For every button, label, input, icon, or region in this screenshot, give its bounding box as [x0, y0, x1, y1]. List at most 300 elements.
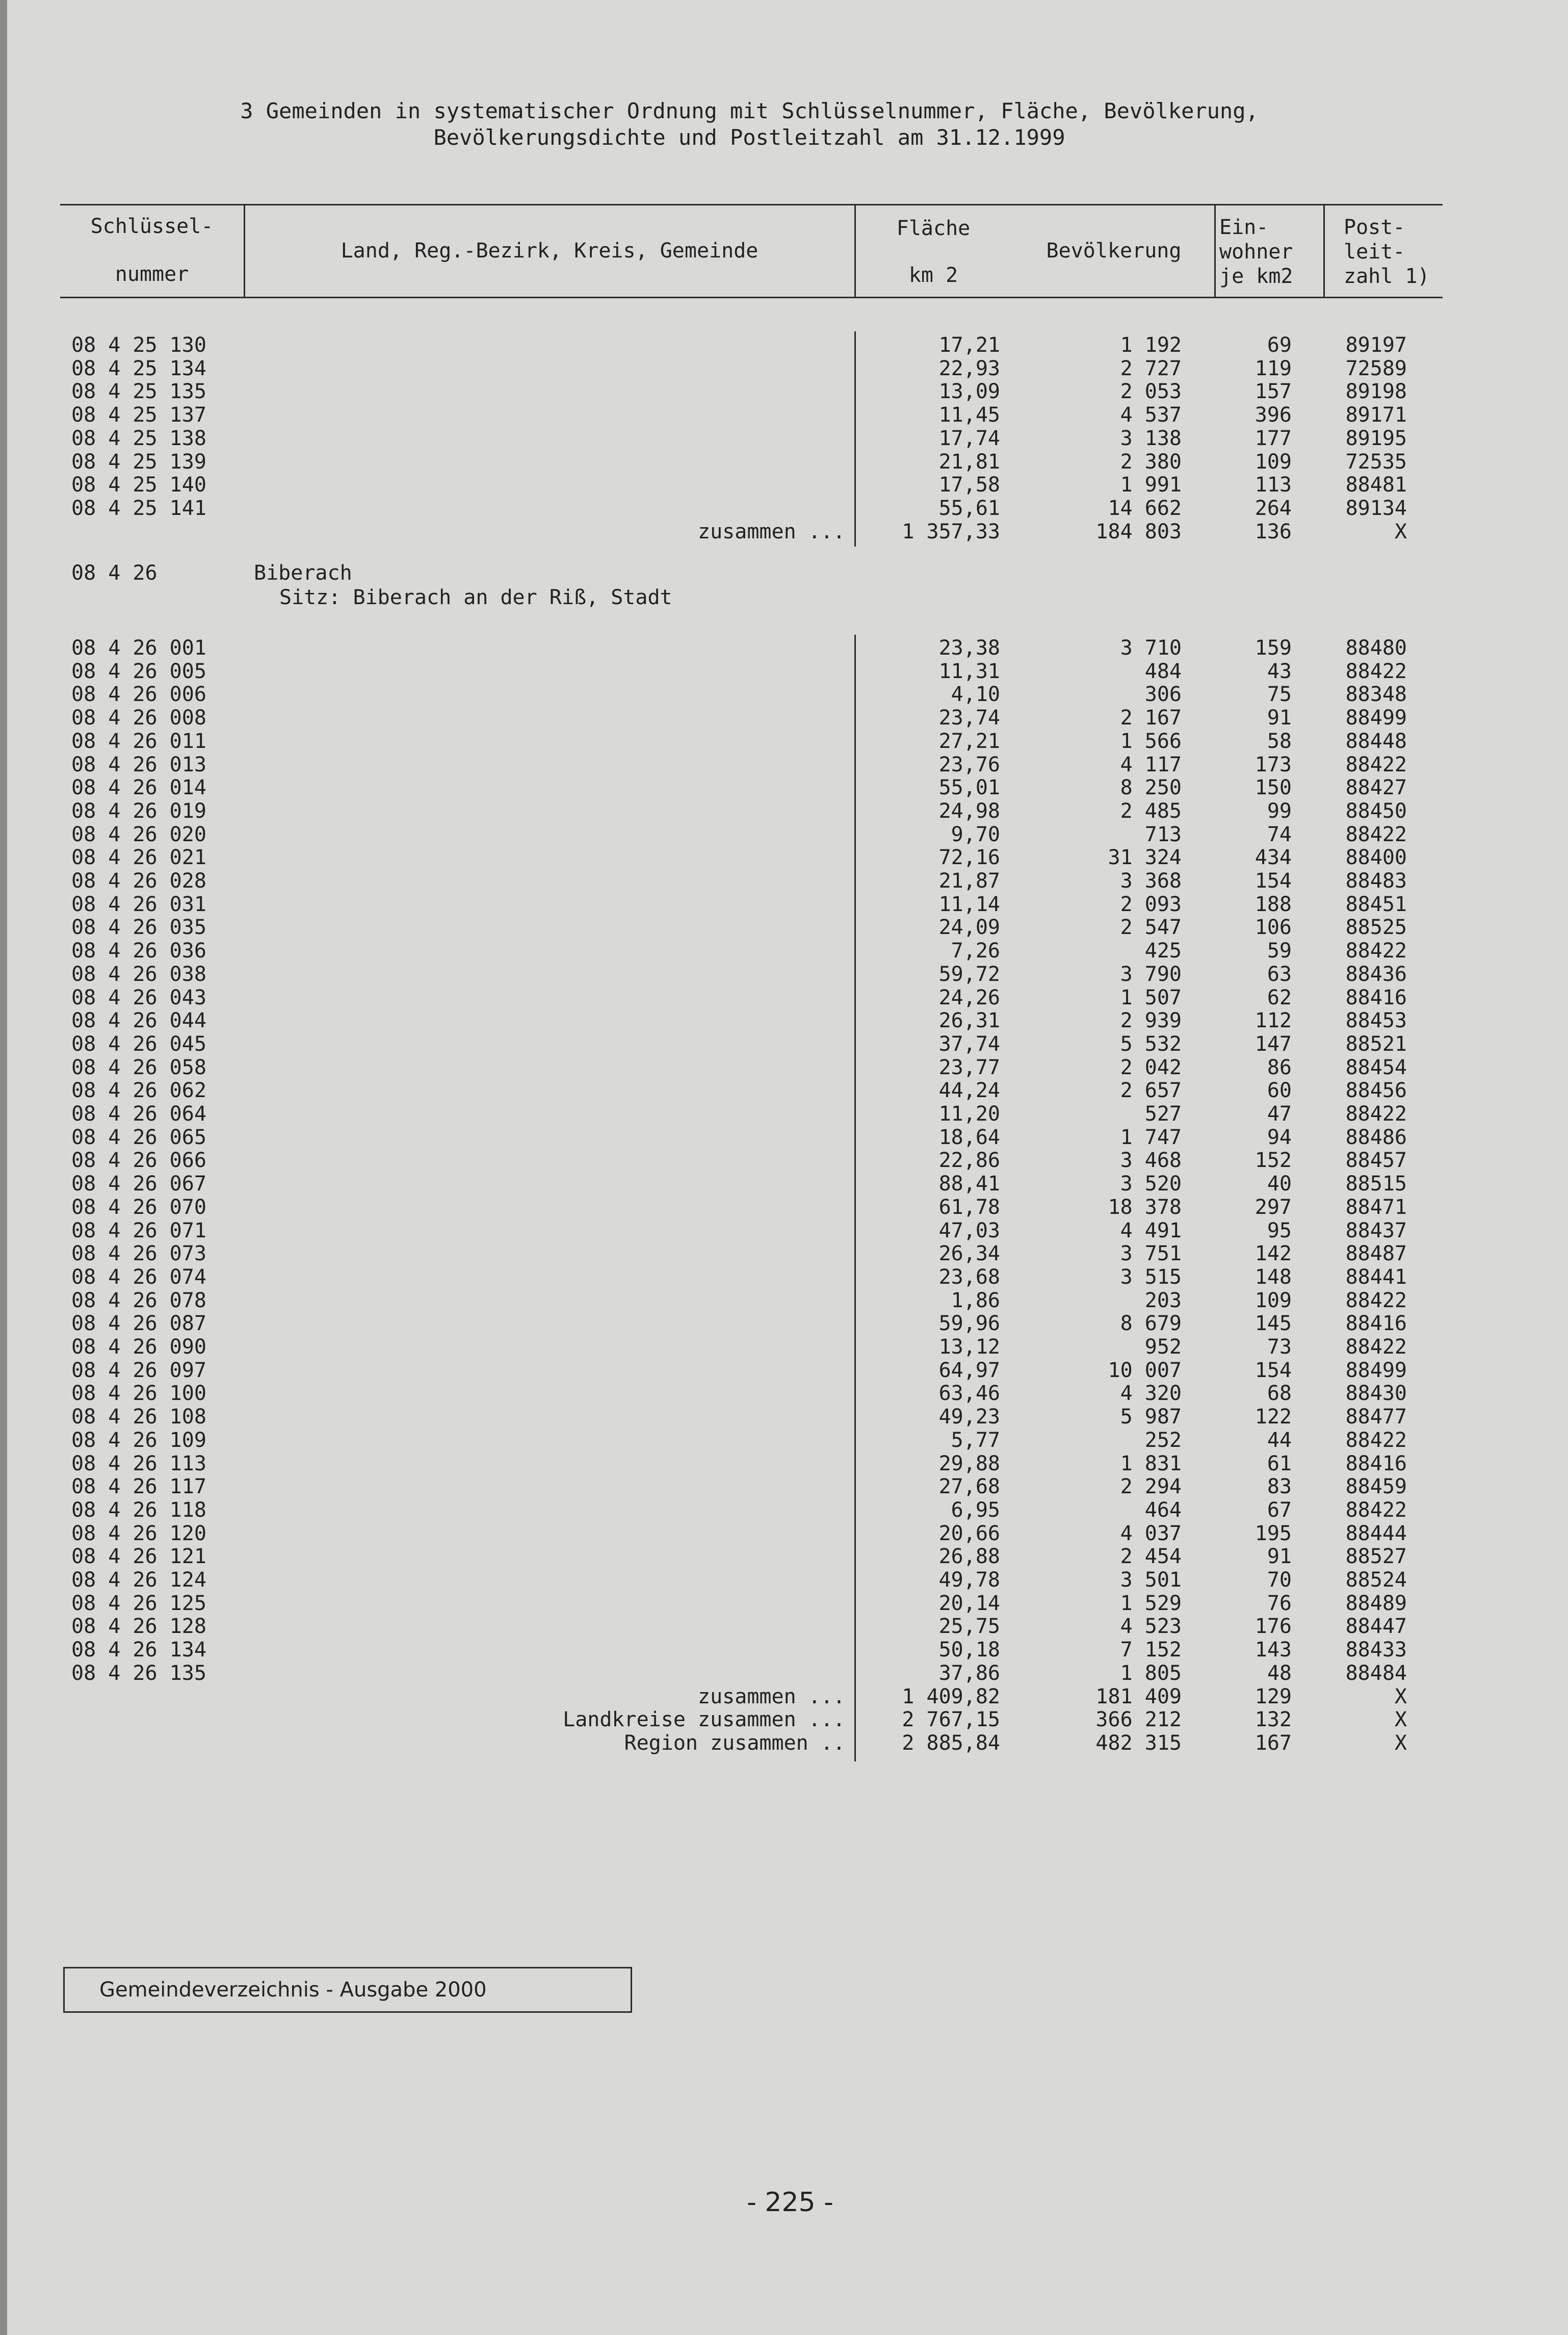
row-population: 7 152 [1120, 1638, 1182, 1662]
row-density: 48 [1267, 1661, 1292, 1685]
sum-area: 2 885,84 [902, 1731, 1000, 1755]
table-row [0, 1032, 1568, 1056]
row-key: 08 4 25 141 [71, 496, 206, 520]
row-area: 9,70 [951, 822, 1000, 846]
row-postcode: 88459 [1345, 1475, 1407, 1499]
row-postcode: 88487 [1345, 1242, 1407, 1266]
title-line-1: 3 Gemeinden in systematischer Ordnung mit Schlüsselnummer, Fläche, Bevölkerung, [240, 98, 1259, 123]
row-postcode: 88489 [1345, 1591, 1407, 1615]
table-row [0, 660, 1568, 683]
row-population: 464 [1144, 1498, 1182, 1522]
row-key: 08 4 26 120 [71, 1521, 206, 1545]
row-area: 23,74 [938, 706, 1000, 730]
row-postcode: 88422 [1345, 1498, 1407, 1522]
row-postcode: 88515 [1345, 1172, 1407, 1196]
row-area: 11,20 [938, 1102, 1000, 1126]
row-key: 08 4 26 118 [71, 1498, 206, 1522]
row-density: 69 [1267, 333, 1292, 357]
row-key: 08 4 26 117 [71, 1475, 206, 1499]
row-density: 154 [1255, 1358, 1292, 1382]
row-density: 99 [1267, 799, 1292, 823]
row-population: 3 751 [1120, 1242, 1182, 1266]
row-area: 61,78 [938, 1195, 1000, 1219]
row-density: 76 [1267, 1591, 1292, 1615]
row-population: 3 710 [1120, 636, 1182, 660]
row-density: 94 [1267, 1125, 1292, 1149]
row-area: 23,38 [938, 636, 1000, 660]
sum-row [0, 1685, 1568, 1708]
table-row [0, 1382, 1568, 1405]
header-plz-line1: Post- [1344, 216, 1405, 239]
row-density: 396 [1255, 403, 1292, 427]
row-population: 4 117 [1120, 753, 1182, 776]
row-postcode: 88486 [1345, 1125, 1407, 1149]
row-postcode: 88453 [1345, 1009, 1407, 1033]
row-population: 3 368 [1120, 869, 1182, 893]
row-area: 24,98 [938, 799, 1000, 823]
row-key: 08 4 26 124 [71, 1568, 206, 1592]
sum-label: zusammen ... [698, 520, 845, 543]
row-population: 3 790 [1120, 962, 1182, 986]
row-postcode: 72589 [1345, 356, 1407, 380]
row-postcode: 88422 [1345, 659, 1407, 683]
table-row [0, 380, 1568, 403]
row-density: 113 [1255, 473, 1292, 497]
row-area: 7,26 [951, 939, 1000, 963]
row-population: 5 987 [1120, 1405, 1182, 1429]
row-density: 147 [1255, 1032, 1292, 1056]
row-postcode: 88477 [1345, 1405, 1407, 1429]
row-key: 08 4 26 011 [71, 729, 206, 753]
row-density: 75 [1267, 683, 1292, 707]
table-row [0, 1242, 1568, 1265]
row-density: 148 [1255, 1265, 1292, 1289]
table-row [0, 357, 1568, 380]
row-key: 08 4 26 035 [71, 916, 206, 940]
row-key: 08 4 26 058 [71, 1055, 206, 1079]
sum-density: 136 [1255, 520, 1292, 543]
row-density: 68 [1267, 1382, 1292, 1406]
row-key: 08 4 26 125 [71, 1591, 206, 1615]
row-postcode: 88441 [1345, 1265, 1407, 1289]
row-area: 24,09 [938, 916, 1000, 940]
row-postcode: 88416 [1345, 985, 1407, 1009]
row-area: 55,61 [938, 496, 1000, 520]
table-row [0, 939, 1568, 963]
row-density: 63 [1267, 962, 1292, 986]
row-population: 4 537 [1120, 403, 1182, 427]
row-population: 18 378 [1108, 1195, 1182, 1219]
row-postcode: 88422 [1345, 1335, 1407, 1359]
table-row [0, 823, 1568, 846]
row-population: 527 [1144, 1102, 1182, 1126]
row-area: 37,86 [938, 1661, 1000, 1685]
row-key: 08 4 25 135 [71, 380, 206, 404]
table-row [0, 776, 1568, 799]
row-population: 2 294 [1120, 1475, 1182, 1499]
header-plz-line2: leit- [1344, 240, 1405, 264]
row-key: 08 4 26 021 [71, 846, 206, 870]
row-population: 2 167 [1120, 706, 1182, 730]
row-area: 47,03 [938, 1218, 1000, 1242]
sum-population: 482 315 [1095, 1731, 1182, 1755]
table-row [0, 986, 1568, 1009]
table-row [0, 799, 1568, 823]
table-row [0, 497, 1568, 520]
row-population: 3 468 [1120, 1149, 1182, 1173]
row-population: 2 042 [1120, 1055, 1182, 1079]
row-key: 08 4 26 062 [71, 1079, 206, 1103]
row-area: 22,86 [938, 1149, 1000, 1173]
table-row [0, 1196, 1568, 1219]
row-density: 91 [1267, 706, 1292, 730]
row-postcode: 88422 [1345, 1428, 1407, 1452]
row-population: 1 831 [1120, 1451, 1182, 1475]
table-row [0, 1405, 1568, 1429]
row-area: 1,86 [951, 1288, 1000, 1312]
header-density-line2: wohner [1219, 240, 1293, 264]
row-postcode: 88527 [1345, 1545, 1407, 1569]
sum-postcode: X [1394, 1684, 1407, 1708]
table-row [0, 1498, 1568, 1522]
row-key: 08 4 26 135 [71, 1661, 206, 1685]
row-area: 44,24 [938, 1079, 1000, 1103]
table-row [0, 963, 1568, 986]
row-population: 2 657 [1120, 1079, 1182, 1103]
header-key-line1: Schlüssel- [90, 215, 214, 238]
header-population: Bevölkerung [1046, 239, 1182, 263]
row-density: 95 [1267, 1218, 1292, 1242]
sum-postcode: X [1394, 1731, 1407, 1755]
row-population: 713 [1144, 822, 1182, 846]
footer-label: Gemeindeverzeichnis - Ausgabe 2000 [99, 1978, 487, 2002]
row-postcode: 88416 [1345, 1451, 1407, 1475]
sum-postcode: X [1394, 1708, 1407, 1732]
row-key: 08 4 26 073 [71, 1242, 206, 1266]
sum-population: 181 409 [1095, 1684, 1182, 1708]
header-density-line1: Ein- [1219, 216, 1269, 239]
row-area: 24,26 [938, 985, 1000, 1009]
row-area: 25,75 [938, 1615, 1000, 1639]
row-postcode: 72535 [1345, 450, 1407, 474]
row-population: 3 515 [1120, 1265, 1182, 1289]
row-key: 08 4 25 140 [71, 473, 206, 497]
row-postcode: 88480 [1345, 636, 1407, 660]
row-population: 425 [1144, 939, 1182, 963]
row-population: 1 991 [1120, 473, 1182, 497]
row-postcode: 88484 [1345, 1661, 1407, 1685]
row-area: 11,45 [938, 403, 1000, 427]
row-area: 17,58 [938, 473, 1000, 497]
row-population: 2 093 [1120, 892, 1182, 916]
row-area: 6,95 [951, 1498, 1000, 1522]
row-density: 91 [1267, 1545, 1292, 1569]
row-area: 17,21 [938, 333, 1000, 357]
table-row [0, 427, 1568, 450]
table-row [0, 1592, 1568, 1615]
row-population: 306 [1144, 683, 1182, 707]
row-population: 484 [1144, 659, 1182, 683]
table-row [0, 1568, 1568, 1592]
row-key: 08 4 26 113 [71, 1451, 206, 1475]
table-row [0, 450, 1568, 474]
table-row [0, 683, 1568, 706]
table-row [0, 1265, 1568, 1289]
row-postcode: 88450 [1345, 799, 1407, 823]
sum-label: Region zusammen .. [624, 1731, 845, 1755]
row-area: 18,64 [938, 1125, 1000, 1149]
row-area: 17,74 [938, 426, 1000, 450]
row-postcode: 88422 [1345, 939, 1407, 963]
row-key: 08 4 26 074 [71, 1265, 206, 1289]
table-row [0, 1638, 1568, 1662]
table-row [0, 1312, 1568, 1335]
row-key: 08 4 25 139 [71, 450, 206, 474]
row-postcode: 88422 [1345, 753, 1407, 776]
row-postcode: 88422 [1345, 822, 1407, 846]
row-postcode: 88481 [1345, 473, 1407, 497]
row-population: 14 662 [1108, 496, 1182, 520]
table-row [0, 1056, 1568, 1079]
sum-density: 129 [1255, 1684, 1292, 1708]
row-postcode: 89197 [1345, 333, 1407, 357]
row-area: 23,77 [938, 1055, 1000, 1079]
row-postcode: 88483 [1345, 869, 1407, 893]
row-density: 145 [1255, 1312, 1292, 1336]
row-population: 2 053 [1120, 380, 1182, 404]
row-key: 08 4 26 121 [71, 1545, 206, 1569]
row-postcode: 88456 [1345, 1079, 1407, 1103]
row-postcode: 89198 [1345, 380, 1407, 404]
row-density: 173 [1255, 753, 1292, 776]
row-density: 157 [1255, 380, 1292, 404]
row-postcode: 88454 [1345, 1055, 1407, 1079]
row-area: 20,14 [938, 1591, 1000, 1615]
district-key: 08 4 26 [71, 561, 158, 585]
header-top-rule [60, 204, 1443, 205]
row-postcode: 88499 [1345, 1358, 1407, 1382]
row-area: 27,21 [938, 729, 1000, 753]
row-density: 177 [1255, 426, 1292, 450]
row-density: 119 [1255, 356, 1292, 380]
row-area: 26,34 [938, 1242, 1000, 1266]
row-area: 37,74 [938, 1032, 1000, 1056]
row-area: 21,87 [938, 869, 1000, 893]
sum-postcode: X [1394, 520, 1407, 543]
row-postcode: 88457 [1345, 1149, 1407, 1173]
row-density: 61 [1267, 1451, 1292, 1475]
row-population: 952 [1144, 1335, 1182, 1359]
row-population: 4 491 [1120, 1218, 1182, 1242]
table-row [0, 893, 1568, 916]
row-density: 106 [1255, 916, 1292, 940]
row-population: 2 485 [1120, 799, 1182, 823]
row-key: 08 4 26 109 [71, 1428, 206, 1452]
row-key: 08 4 26 108 [71, 1405, 206, 1429]
sum-area: 1 357,33 [902, 520, 1000, 543]
row-density: 122 [1255, 1405, 1292, 1429]
row-postcode: 88448 [1345, 729, 1407, 753]
row-postcode: 88422 [1345, 1288, 1407, 1312]
row-key: 08 4 25 130 [71, 333, 206, 357]
row-key: 08 4 26 038 [71, 962, 206, 986]
row-key: 08 4 26 100 [71, 1382, 206, 1406]
row-postcode: 88427 [1345, 776, 1407, 800]
row-population: 1 507 [1120, 985, 1182, 1009]
header-plz-line3: zahl 1) [1344, 265, 1430, 288]
row-population: 10 007 [1108, 1358, 1182, 1382]
row-postcode: 89195 [1345, 426, 1407, 450]
row-population: 252 [1144, 1428, 1182, 1452]
row-key: 08 4 26 078 [71, 1288, 206, 1312]
row-postcode: 88499 [1345, 706, 1407, 730]
row-density: 74 [1267, 822, 1292, 846]
row-key: 08 4 26 019 [71, 799, 206, 823]
row-density: 109 [1255, 1288, 1292, 1312]
sum-density: 132 [1255, 1708, 1292, 1732]
row-key: 08 4 26 128 [71, 1615, 206, 1639]
row-density: 59 [1267, 939, 1292, 963]
row-density: 60 [1267, 1079, 1292, 1103]
row-postcode: 88525 [1345, 916, 1407, 940]
row-population: 1 529 [1120, 1591, 1182, 1615]
row-key: 08 4 26 005 [71, 659, 206, 683]
row-population: 5 532 [1120, 1032, 1182, 1056]
table-row [0, 1219, 1568, 1242]
row-density: 112 [1255, 1009, 1292, 1033]
row-area: 13,12 [938, 1335, 1000, 1359]
title-line-2: Bevölkerungsdichte und Postleitzahl am 31.12.1999 [433, 125, 1065, 150]
sum-density: 167 [1255, 1731, 1292, 1755]
header-name: Land, Reg.-Bezirk, Kreis, Gemeinde [341, 239, 759, 263]
row-postcode: 88433 [1345, 1638, 1407, 1662]
row-density: 264 [1255, 496, 1292, 520]
table-row [0, 916, 1568, 939]
row-postcode: 88436 [1345, 962, 1407, 986]
row-population: 3 501 [1120, 1568, 1182, 1592]
district-seat: Sitz: Biberach an der Riß, Stadt [279, 586, 672, 609]
row-postcode: 88521 [1345, 1032, 1407, 1056]
row-population: 3 520 [1120, 1172, 1182, 1196]
row-density: 434 [1255, 846, 1292, 870]
row-area: 72,16 [938, 846, 1000, 870]
row-population: 31 324 [1108, 846, 1182, 870]
row-population: 2 454 [1120, 1545, 1182, 1569]
row-area: 63,46 [938, 1382, 1000, 1406]
table-row [0, 846, 1568, 869]
row-key: 08 4 25 137 [71, 403, 206, 427]
publication-footer [63, 1967, 632, 2013]
row-postcode: 88430 [1345, 1382, 1407, 1406]
row-density: 73 [1267, 1335, 1292, 1359]
row-area: 29,88 [938, 1451, 1000, 1475]
row-key: 08 4 25 138 [71, 426, 206, 450]
row-key: 08 4 26 020 [71, 822, 206, 846]
table-row [0, 1662, 1568, 1685]
row-key: 08 4 26 013 [71, 753, 206, 776]
table-row [0, 1429, 1568, 1452]
row-postcode: 88416 [1345, 1312, 1407, 1336]
row-density: 159 [1255, 636, 1292, 660]
page-title [61, 98, 1438, 151]
row-key: 08 4 26 008 [71, 706, 206, 730]
header-key-line2: nummer [115, 263, 189, 286]
row-key: 08 4 26 031 [71, 892, 206, 916]
sum-row [0, 520, 1568, 543]
row-density: 58 [1267, 729, 1292, 753]
row-population: 3 138 [1120, 426, 1182, 450]
row-key: 08 4 26 087 [71, 1312, 206, 1336]
sum-label: Landkreise zusammen ... [563, 1708, 845, 1732]
row-area: 11,31 [938, 659, 1000, 683]
row-area: 64,97 [938, 1358, 1000, 1382]
sum-population: 184 803 [1095, 520, 1182, 543]
row-postcode: 88348 [1345, 683, 1407, 707]
row-density: 154 [1255, 869, 1292, 893]
row-area: 11,14 [938, 892, 1000, 916]
table-row [0, 730, 1568, 753]
row-population: 4 320 [1120, 1382, 1182, 1406]
row-key: 08 4 26 067 [71, 1172, 206, 1196]
row-density: 176 [1255, 1615, 1292, 1639]
sum-area: 2 767,15 [902, 1708, 1000, 1732]
row-population: 8 250 [1120, 776, 1182, 800]
row-area: 23,68 [938, 1265, 1000, 1289]
table-row [0, 706, 1568, 730]
row-area: 22,93 [938, 356, 1000, 380]
row-population: 2 547 [1120, 916, 1182, 940]
row-area: 26,88 [938, 1545, 1000, 1569]
row-area: 23,76 [938, 753, 1000, 776]
row-postcode: 88451 [1345, 892, 1407, 916]
row-area: 13,09 [938, 380, 1000, 404]
sum-label: zusammen ... [698, 1684, 845, 1708]
row-key: 08 4 26 090 [71, 1335, 206, 1359]
sum-area: 1 409,82 [902, 1684, 1000, 1708]
row-area: 4,10 [951, 683, 1000, 707]
row-area: 5,77 [951, 1428, 1000, 1452]
row-population: 1 805 [1120, 1661, 1182, 1685]
row-postcode: 88471 [1345, 1195, 1407, 1219]
row-key: 08 4 26 028 [71, 869, 206, 893]
header-density-line3: je km2 [1219, 265, 1293, 288]
row-population: 8 679 [1120, 1312, 1182, 1336]
row-population: 1 566 [1120, 729, 1182, 753]
header-bottom-rule [60, 297, 1443, 298]
page-number: - 225 - [747, 2187, 833, 2218]
table-row [0, 1335, 1568, 1359]
row-density: 297 [1255, 1195, 1292, 1219]
row-key: 08 4 26 044 [71, 1009, 206, 1033]
row-population: 2 939 [1120, 1009, 1182, 1033]
table-row [0, 1522, 1568, 1545]
row-area: 20,66 [938, 1521, 1000, 1545]
table-row [0, 1009, 1568, 1032]
row-density: 143 [1255, 1638, 1292, 1662]
row-postcode: 88444 [1345, 1521, 1407, 1545]
row-key: 08 4 26 071 [71, 1218, 206, 1242]
table-row [0, 473, 1568, 497]
row-key: 08 4 26 066 [71, 1149, 206, 1173]
table-row [0, 1172, 1568, 1196]
row-postcode: 88422 [1345, 1102, 1407, 1126]
row-key: 08 4 26 134 [71, 1638, 206, 1662]
table-row [0, 636, 1568, 660]
row-density: 142 [1255, 1242, 1292, 1266]
sum-row [0, 1708, 1568, 1731]
row-key: 08 4 25 134 [71, 356, 206, 380]
row-area: 26,31 [938, 1009, 1000, 1033]
